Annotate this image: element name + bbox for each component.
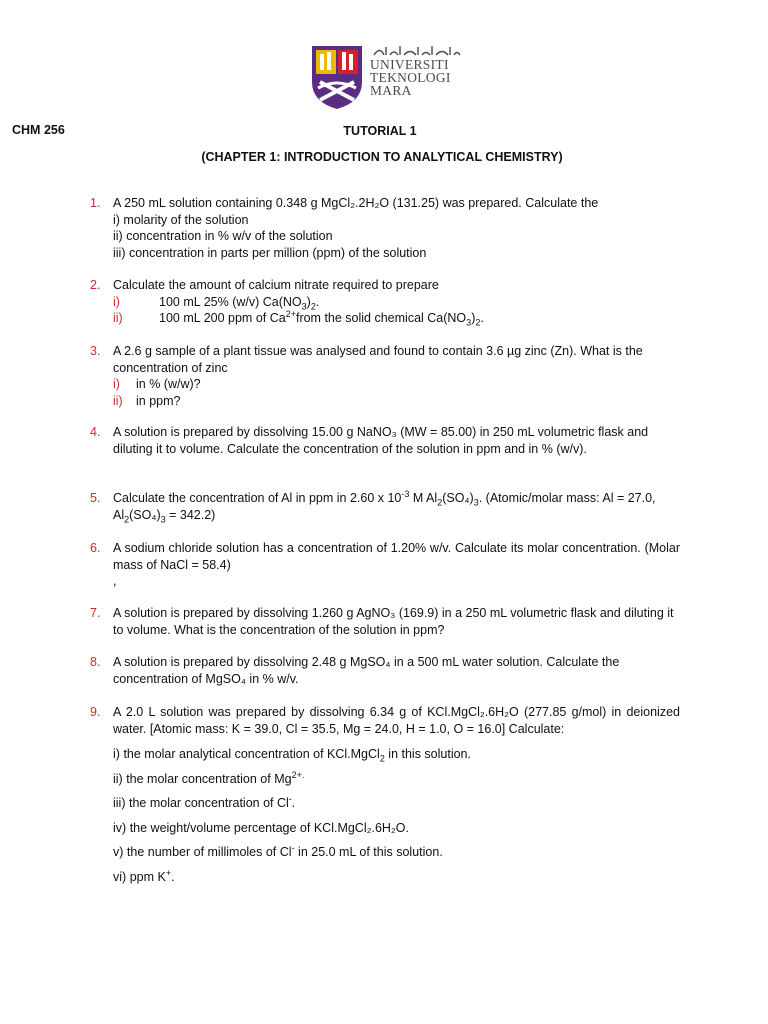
subitem-text: ppm K	[129, 869, 166, 884]
question-subitem: i) molarity of the solution	[113, 212, 249, 227]
question-text: A 2.0 L solution was prepared by dissolving 6.34 g of KCl.MgCl₂.6H₂O (277.85 g/mol) in deionized water. [Atomic mass: K = 39.0, Cl = 35.5, Mg = 24.0, H = 1.0, O = 16.0] Calculate:	[113, 705, 680, 736]
subitem-text-part: 100 mL 25% (w/v) Ca(NO	[159, 294, 302, 309]
subitem-label: ii)	[113, 393, 123, 408]
question-subitem: ii) concentration in % w/v of the solution	[113, 229, 333, 243]
subitem-label: i)	[113, 294, 120, 309]
page-title: TUTORIAL 1	[343, 124, 417, 138]
text-part: (SO₄)	[129, 507, 161, 522]
subscript: 2	[475, 317, 481, 328]
page-subtitle: (CHAPTER 1: INTRODUCTION TO ANALYTICAL CHEMISTRY)	[201, 150, 563, 164]
question-number: 5.	[90, 491, 101, 505]
logo-line: UNIVERSITI	[370, 57, 449, 72]
question-number: 2.	[90, 278, 101, 292]
question-2	[90, 277, 680, 327]
question-5	[90, 490, 680, 523]
subitem-label: i)	[113, 377, 120, 391]
question-subitem	[113, 393, 680, 410]
subitem-text	[159, 294, 319, 311]
subitem-text-part: 100 mL 200 ppm of Ca	[159, 311, 286, 325]
subitem-label: iv)	[113, 820, 127, 835]
question-number: 4.	[90, 425, 101, 439]
subscript: 2	[379, 753, 385, 764]
superscript: +	[165, 867, 172, 878]
superscript: 2+.	[291, 769, 305, 780]
question-1	[90, 195, 680, 261]
question-number: 9.	[90, 705, 101, 719]
subitem-label: v)	[113, 845, 124, 859]
uitm-logo	[310, 44, 466, 110]
arabic-script-icon	[372, 44, 462, 58]
subitem-text: the molar analytical concentration of KCl.MgCl	[123, 747, 380, 761]
text-part: (SO₄)	[442, 491, 474, 505]
logo-line: TEKNOLOGI	[370, 70, 451, 85]
question-number: 8.	[90, 655, 101, 669]
question-number: 3.	[90, 344, 101, 358]
question-text: A sodium chloride solution has a concentration of 1.20% w/v. Calculate its molar concentration. (Molar mass of NaCl = 58.4)	[113, 541, 680, 572]
subitem-text: in ppm?	[136, 393, 181, 408]
superscript: -3	[401, 488, 410, 499]
superscript: -	[288, 793, 292, 804]
subitem-text-part: )	[471, 311, 476, 325]
subitem-label: ii)	[113, 771, 123, 786]
question-subitem	[113, 865, 680, 890]
subitem-label: i)	[113, 747, 120, 761]
subscript: 3	[466, 317, 472, 328]
question-number: 7.	[90, 606, 101, 620]
question-text: A 250 mL solution containing 0.348 g MgCl₂.2H₂O (131.25) was prepared. Calculate the	[113, 196, 599, 210]
question-4	[90, 424, 680, 457]
subscript: 2	[310, 301, 316, 311]
superscript: 2+	[285, 308, 296, 319]
subitem-text: the number of millimoles of Cl	[126, 845, 292, 859]
question-number: 1.	[90, 196, 101, 210]
question-subitem	[113, 310, 680, 327]
subitem-text	[159, 310, 484, 327]
subitem-label: ii)	[113, 311, 123, 325]
subitem-text-part: from the solid chemical Ca(NO	[295, 311, 467, 325]
crest-icon	[310, 44, 366, 110]
text-part: Calculate the concentration of Al in ppm in 2.60 x 10	[113, 491, 402, 505]
question-text: A solution is prepared by dissolving 2.48 g MgSO₄ in a 500 mL water solution. Calculate the concentration of MgSO₄ in % w/v.	[113, 655, 620, 686]
question-6	[90, 540, 680, 590]
subitem-text: in 25.0 mL of this solution.	[294, 845, 443, 859]
logo-line: MARA	[370, 83, 412, 98]
subitem-text-part: .	[315, 294, 320, 309]
question-text: A 2.6 g sample of a plant tissue was analysed and found to contain 3.6 µg zinc (Zn). What is the concentration of zinc	[113, 344, 643, 375]
question-3	[90, 343, 680, 409]
question-text: A solution is prepared by dissolving 1.260 g AgNO₃ (169.9) in a 250 mL volumetric flask and diluting it to volume. What is the concentration of the solution in ppm?	[113, 606, 674, 637]
question-subitem	[113, 791, 680, 816]
question-text: Calculate the amount of calcium nitrate required to prepare	[113, 278, 439, 292]
subscript: 2	[437, 497, 443, 508]
question-subitem: iii) concentration in parts per million (ppm) of the solution	[113, 245, 427, 260]
subitem-text: the molar concentration of Cl	[128, 796, 289, 810]
subitem-text: the weight/volume percentage of KCl.MgCl₂.6H₂O.	[129, 820, 409, 835]
subscript: 3	[160, 514, 166, 524]
subitem-text: in this solution.	[384, 747, 471, 761]
course-code: CHM 256	[12, 123, 65, 137]
question-text: A solution is prepared by dissolving 15.00 g NaNO₃ (MW = 85.00) in 250 mL volumetric flask and diluting it to volume. Calculate the concentration of the solution in ppm and in % (w/v).	[113, 425, 649, 456]
question-9-subitems	[113, 742, 680, 889]
text-part: M Al	[409, 491, 438, 505]
subscript: 3	[301, 301, 307, 311]
subitem-label: vi)	[113, 869, 127, 884]
text-part: . (Atomic/molar mass: Al = 27.0, Al	[113, 491, 656, 522]
subitem-text: .	[291, 796, 296, 810]
text-part: = 342.2)	[165, 507, 216, 522]
subitem-text: the molar concentration of Mg	[126, 771, 292, 786]
subitem-text: in % (w/w)?	[136, 377, 201, 391]
subscript: 2	[124, 514, 130, 524]
question-subitem	[113, 816, 680, 841]
question-text	[113, 490, 680, 523]
question-subitem	[113, 767, 680, 792]
subitem-text: .	[171, 869, 175, 884]
subitem-label: iii)	[113, 796, 126, 810]
logo-text	[370, 58, 451, 97]
subitem-text-part: .	[480, 311, 484, 325]
question-8	[90, 654, 680, 687]
subitem-text-part: )	[306, 294, 311, 309]
subscript: 3	[473, 497, 479, 508]
question-subitem	[113, 840, 680, 865]
stray-mark: ,	[113, 574, 117, 588]
question-9	[90, 704, 680, 889]
question-subitem	[113, 294, 680, 311]
superscript: -	[291, 842, 295, 853]
question-subitem	[113, 376, 680, 393]
question-7	[90, 605, 680, 638]
question-subitem	[113, 742, 680, 767]
question-number: 6.	[90, 541, 101, 555]
